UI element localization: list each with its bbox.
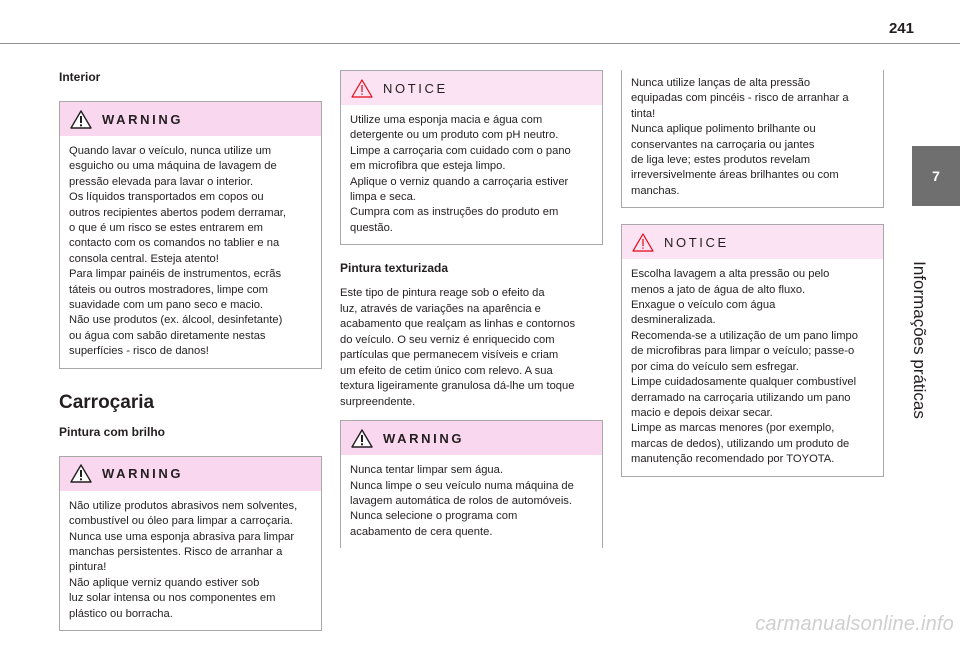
text-line: Limpe a carroçaria com cuidado com o pano (350, 144, 571, 157)
text-line: detergente ou um produto com pH neutro. (350, 129, 559, 142)
text-line: por cima do veículo sem esfregar. (631, 360, 799, 373)
text-line: manchas persistentes. Risco de arranhar a (69, 545, 283, 558)
paragraph-texturizada (340, 286, 603, 410)
chapter-tab: 7 (912, 146, 960, 206)
notice-label: NOTICE (383, 80, 448, 96)
warning-box-continued (621, 70, 884, 208)
text-line: Nunca selecione o programa com (350, 510, 518, 523)
text-line: lavagem automática de rolos de automóveis. (350, 495, 573, 508)
text-line: Quando lavar o veículo, nunca utilize um (69, 145, 272, 157)
text-line: partículas que permanecem visíveis e criam (340, 349, 559, 362)
text-line: de liga leve; estes produtos revelam (631, 154, 811, 167)
text-line: acabamento que realçam as linhas e contornos (340, 318, 576, 331)
text-line: Limpe as marcas menores (por exemplo, (631, 422, 835, 435)
text-line: táteis ou outros mostradores, limpe com (69, 283, 268, 296)
text-line: menos a jato de água de alto fluxo. (631, 283, 806, 296)
subheading-pintura-brilho: Pintura com brilho (59, 424, 166, 439)
text-line: Cumpra com as instruções do produto em (350, 206, 559, 219)
text-line: plástico ou borracha. (69, 607, 173, 620)
warning-triangle-icon (351, 429, 373, 448)
text-line: pintura! (69, 561, 107, 574)
text-line: Enxague o veículo com água (631, 299, 776, 312)
text-line: derramado na carroçaria utilizando um pano (631, 391, 851, 404)
notice-triangle-icon (351, 79, 373, 98)
text-line: esguicho ou uma máquina de lavagem de (69, 160, 277, 173)
warning-body (60, 491, 321, 630)
text-line: irreversivelmente áreas brilhantes ou com (631, 169, 839, 182)
header-rule (0, 43, 960, 44)
text-line: macio e depois deixar secar. (631, 406, 773, 419)
text-line: manutenção recomendado por TOYOTA. (631, 453, 835, 466)
notice-label: NOTICE (664, 234, 729, 250)
text-line: equipadas com pincéis - risco de arranhar a (631, 92, 849, 105)
text-line: Não use produtos (ex. álcool, desinfetante) (69, 314, 283, 327)
warning-triangle-icon (70, 110, 92, 129)
text-line: Recomenda-se a utilização de um pano limpo (631, 329, 858, 342)
text-line: desmineralizada. (631, 314, 716, 327)
subheading-pintura-texturizada: Pintura texturizada (340, 261, 449, 276)
text-line: textura ligeiramente granulosa dá-lhe um toque (340, 380, 575, 393)
text-line: o que é um risco se estes entrarem em (69, 222, 264, 235)
text-line: conservantes na carroçaria ou jantes (631, 138, 815, 151)
warning-box-brilho (59, 456, 322, 631)
chapter-title: Informações práticas (910, 261, 929, 419)
warning-box-interior (59, 101, 322, 369)
notice-header (622, 225, 883, 259)
column-1 (59, 70, 322, 647)
text-line: manchas. (631, 184, 680, 197)
warning-label: WARNING (102, 111, 184, 127)
text-line: de microfibras para limpar o veículo; passe-o (631, 345, 855, 358)
text-line: Este tipo de pintura reage sob o efeito da (340, 287, 545, 300)
notice-header (341, 71, 602, 105)
text-line: Nunca utilize lanças de alta pressão (631, 77, 811, 89)
text-line: suavidade com um pano seco e macio. (69, 299, 264, 312)
text-line: Nunca aplique polimento brilhante ou (631, 123, 816, 136)
text-line: surpreendente. (340, 395, 416, 408)
warning-box-texturizada (340, 420, 603, 548)
text-line: do veículo. O seu verniz é enriquecido com (340, 333, 555, 346)
warning-header (60, 457, 321, 491)
text-line: Não utilize produtos abrasivos nem solventes, (69, 499, 298, 512)
text-line: limpa e seca. (350, 191, 416, 204)
text-line: questão. (350, 221, 393, 234)
notice-body (622, 259, 883, 475)
column-2 (340, 70, 603, 564)
text-line: acabamento de cera quente. (350, 525, 493, 538)
text-line: Limpe cuidadosamente qualquer combustível (631, 376, 857, 389)
text-line: em microfibra que esteja limpo. (350, 160, 506, 173)
warning-body (341, 455, 602, 548)
text-line: marcas de dedos), utilizando um produto de (631, 437, 850, 450)
text-line: Utilize uma esponja macia e água com (350, 114, 543, 126)
text-line: consola central. Esteja atento! (69, 252, 219, 265)
text-line: Aplique o verniz quando a carroçaria estiver (350, 175, 569, 188)
notice-box-limpeza (340, 70, 603, 245)
text-line: Nunca use uma esponja abrasiva para limpar (69, 530, 295, 543)
text-line: combustível ou óleo para limpar a carroçaria. (69, 515, 293, 528)
text-line: um efeito de cetim único com relevo. A sua (340, 364, 553, 377)
text-line: pressão elevada para lavar o interior. (69, 175, 254, 188)
text-line: luz, através de variações na aparência e (340, 302, 541, 315)
text-line: luz solar intensa ou nos componentes em (69, 592, 276, 605)
warning-label: WARNING (102, 466, 184, 482)
warning-triangle-icon (70, 464, 92, 483)
watermark: carmanualsonline.info (755, 613, 954, 635)
text-line: Não aplique verniz quando estiver sob (69, 576, 260, 589)
warning-label: WARNING (383, 430, 465, 446)
notice-body (341, 105, 602, 244)
warning-header (341, 421, 602, 455)
text-line: Os líquidos transportados em copos ou (69, 191, 264, 204)
subheading-interior: Interior (59, 70, 101, 84)
notice-triangle-icon (632, 233, 654, 252)
text-line: Para limpar painéis de instrumentos, ecrãs (69, 268, 282, 281)
heading-carrocaria: Carroçaria (59, 391, 155, 413)
warning-header (60, 102, 321, 136)
text-line: tinta! (631, 107, 656, 120)
text-line: outros recipientes abertos podem derramar, (69, 206, 287, 219)
text-line: Escolha lavagem a alta pressão ou pelo (631, 268, 830, 281)
text-line: superfícies - risco de danos! (69, 345, 209, 358)
text-line: contacto com os comandos no tablier e na (69, 237, 280, 250)
warning-body (60, 136, 321, 368)
text-line: Nunca limpe o seu veículo numa máquina de (350, 479, 574, 492)
notice-box-lavagem (621, 224, 884, 476)
text-line: ou água com sabão diretamente nestas (69, 329, 266, 342)
text-line: Nunca tentar limpar sem água. (350, 464, 503, 477)
column-3 (621, 70, 884, 493)
page-number: 241 (888, 20, 914, 37)
warning-body-continued (622, 70, 883, 207)
